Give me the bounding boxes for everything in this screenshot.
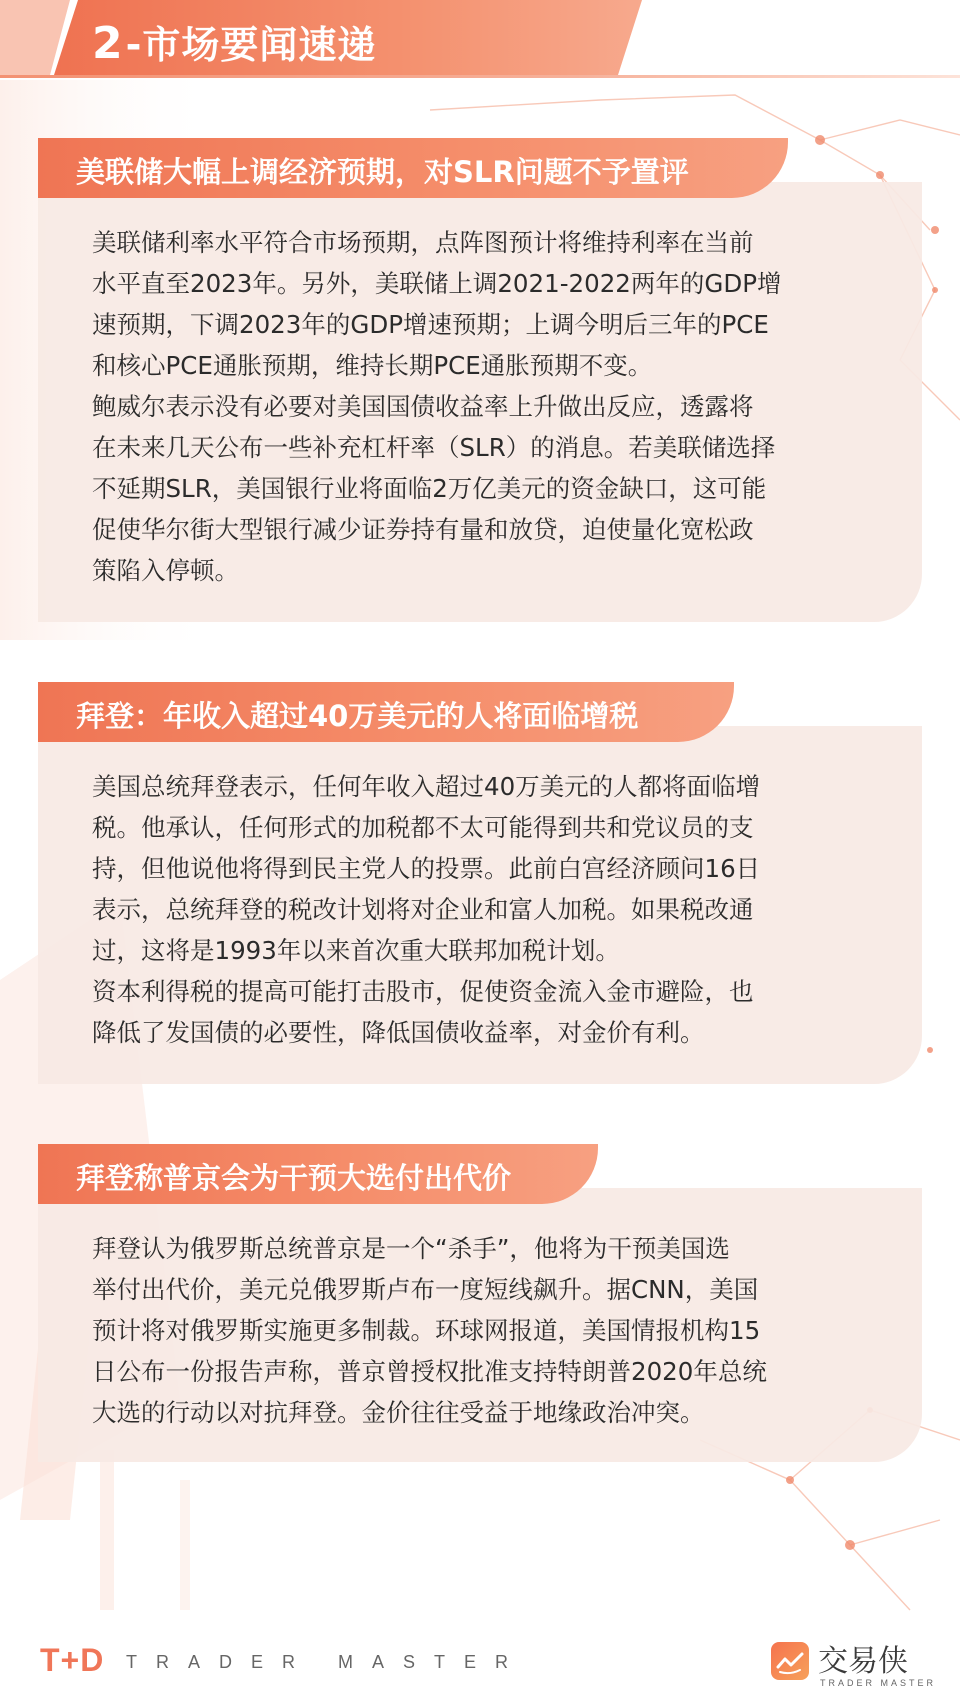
news-body xyxy=(92,1228,882,1433)
news-section-fed xyxy=(38,138,922,622)
news-body xyxy=(92,766,882,1053)
news-line: 资本利得税的提高可能打击股市，促使资金流入金市避险，也 xyxy=(92,977,754,1006)
news-title-tab xyxy=(38,682,734,742)
news-line: 美国总统拜登表示，任何年收入超过40万美元的人都将面临增 xyxy=(92,772,761,801)
section-title-text: -市场要闻速递 xyxy=(125,23,377,67)
news-line: 美联储利率水平符合市场预期，点阵图预计将维持利率在当前 xyxy=(92,228,754,257)
news-line: 举付出代价，美元兑俄罗斯卢布一度短线飙升。据CNN，美国 xyxy=(92,1275,759,1304)
brand-subtitle: TRADER MASTER xyxy=(820,1678,937,1688)
td-logo: T+D xyxy=(40,1642,105,1678)
news-section-tax xyxy=(38,682,922,1084)
news-line: 降低了发国债的必要性，降低国债收益率，对金价有利。 xyxy=(92,1018,705,1047)
news-line: 过，这将是1993年以来首次重大联邦加税计划。 xyxy=(92,936,620,965)
section-header xyxy=(0,0,960,80)
news-section-putin xyxy=(38,1144,922,1462)
news-line: 税。他承认，任何形式的加税都不太可能得到共和党议员的支 xyxy=(92,813,754,842)
page-title xyxy=(92,14,376,69)
news-line: 大选的行动以对抗拜登。金价往往受益于地缘政治冲突。 xyxy=(92,1398,705,1427)
news-title: 拜登称普京会为干预大选付出代价 xyxy=(76,1161,512,1195)
news-title: 美联储大幅上调经济预期，对SLR问题不予置评 xyxy=(76,155,689,189)
footer xyxy=(0,1630,960,1706)
trend-line-icon xyxy=(771,1642,809,1680)
news-line: 水平直至2023年。另外，美联储上调2021-2022两年的GDP增 xyxy=(92,269,782,298)
news-line: 拜登认为俄罗斯总统普京是一个“杀手”，他将为干预美国选 xyxy=(92,1234,730,1263)
news-line: 预计将对俄罗斯实施更多制裁。环球网报道，美国情报机构15 xyxy=(92,1316,761,1345)
news-title-tab xyxy=(38,138,788,198)
news-title: 拜登：年收入超过40万美元的人将面临增税 xyxy=(76,699,639,733)
news-line: 策陷入停顿。 xyxy=(92,556,239,585)
news-line: 不延期SLR，美国银行业将面临2万亿美元的资金缺口，这可能 xyxy=(92,474,767,503)
news-line: 在未来几天公布一些补充杠杆率（SLR）的消息。若美联储选择 xyxy=(92,433,776,462)
header-underline xyxy=(0,75,960,78)
news-line: 持，但他说他将得到民主党人的投票。此前白宫经济顾问16日 xyxy=(92,854,761,883)
news-line: 和核心PCE通胀预期，维持长期PCE通胀预期不变。 xyxy=(92,351,653,380)
news-title-tab xyxy=(38,1144,598,1204)
news-line: 日公布一份报告声称，普京曾授权批准支持特朗普2020年总统 xyxy=(92,1357,767,1386)
news-line: 促使华尔街大型银行减少证券持有量和放贷，迫使量化宽松政 xyxy=(92,515,754,544)
news-body xyxy=(92,222,882,591)
footer-tagline: TRADER MASTER xyxy=(126,1652,528,1672)
news-line: 鲍威尔表示没有必要对美国国债收益率上升做出反应，透露将 xyxy=(92,392,754,421)
brand-name: 交易侠 xyxy=(818,1644,908,1679)
news-line: 表示，总统拜登的税改计划将对企业和富人加税。如果税改通 xyxy=(92,895,754,924)
section-number: 2 xyxy=(92,18,124,69)
news-line: 速预期，下调2023年的GDP增速预期；上调今明后三年的PCE xyxy=(92,310,769,339)
